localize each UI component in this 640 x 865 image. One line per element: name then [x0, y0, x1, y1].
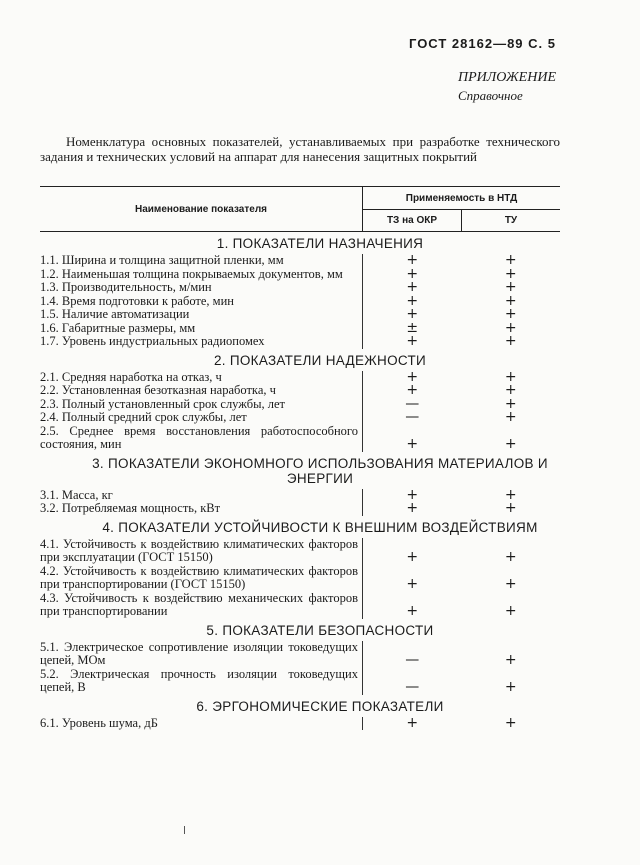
section-title: 6. ЭРГОНОМИЧЕСКИЕ ПОКАЗАТЕЛИ [196, 698, 444, 714]
tz-applicability: + [362, 254, 462, 268]
table-row [40, 368, 560, 385]
tu-applicability: + [504, 382, 517, 398]
indicator-name: 1.6. Габаритные размеры, мм [40, 320, 196, 335]
indicator-name: 5.2. Электрическая прочность изоляции токоведущих цепей, В [40, 666, 358, 694]
page-mark [184, 826, 185, 834]
intro-paragraph [40, 134, 560, 164]
tu-applicability: + [504, 252, 517, 268]
tz-applicability: + [362, 281, 462, 295]
tz-applicability: + [362, 538, 462, 565]
tz-applicability: + [362, 717, 462, 731]
table-header [40, 186, 560, 232]
tu-applicability: + [504, 549, 517, 565]
indicator-name: 1.7. Уровень индустриальных радиопомех [40, 334, 265, 348]
tz-applicability: + [362, 295, 462, 309]
indicator-name: 1.1. Ширина и толщина защитной пленки, мм [40, 253, 284, 267]
col-name-header: Наименование показателя [134, 203, 268, 215]
tu-applicability: + [504, 306, 517, 322]
appendix-label [458, 70, 556, 104]
table-row [40, 502, 560, 516]
indicator-name: 3.1. Масса, кг [40, 487, 113, 502]
indicator-name: 1.2. Наименьшая толщина покрываемых документов, мм [40, 266, 343, 281]
table-row [40, 254, 560, 268]
tu-applicability: + [504, 333, 517, 349]
table-row [40, 308, 560, 322]
indicator-name: 1.5. Наличие автоматизации [40, 307, 190, 321]
table-row [40, 384, 560, 398]
tz-applicability: + [362, 502, 462, 516]
table-row [40, 486, 560, 503]
indicator-name: 4.2. Устойчивость к воздействию климатических факторов при транспортировании (ГОСТ 15150) [40, 563, 358, 591]
indicator-name: 2.3. Полный установленный срок службы, лет [40, 396, 285, 411]
tz-applicability: — [362, 668, 462, 695]
intro-text: Номенклатура основных показателей, устанавливаемых при разработке технического задания и технических условий на аппарат для нанесения защитных покрытий [40, 134, 560, 164]
indicator-name: 2.4. Полный средний срок службы, лет [40, 410, 247, 424]
indicator-name: 1.3. Производительность, м/мин [40, 280, 212, 294]
tz-applicability: + [362, 489, 462, 503]
tz-applicability: — [362, 411, 462, 425]
indicator-name: 2.2. Установленная безотказная наработка, ч [40, 383, 276, 397]
tz-applicability: + [362, 384, 462, 398]
tz-applicability: + [362, 268, 462, 282]
tu-applicability: + [504, 265, 517, 282]
table-row [40, 281, 560, 295]
tu-applicability: + [504, 395, 517, 412]
applicability-label: Применяемость в НТД [363, 187, 560, 210]
tu-applicability: + [504, 368, 517, 385]
table-row [40, 668, 560, 695]
table-body [40, 232, 560, 730]
table-row [40, 292, 560, 309]
section-title: 3. ПОКАЗАТЕЛИ ЭКОНОМНОГО ИСПОЛЬЗОВАНИЯ МАТЕРИАЛОВ И ЭНЕРГИИ [92, 455, 548, 486]
appendix-title: ПРИЛОЖЕНИЕ [458, 70, 556, 85]
indicators-table [40, 186, 560, 730]
tu-applicability: + [504, 603, 517, 619]
indicator-name: 1.4. Время подготовки к работе, мин [40, 293, 234, 308]
tz-applicability: + [362, 592, 462, 619]
tu-applicability: + [504, 292, 517, 309]
table-row [40, 425, 560, 452]
col-applicability-header [362, 187, 560, 231]
indicator-name: 5.1. Электрическое сопротивление изоляции токоведущих цепей, МОм [40, 639, 358, 667]
tu-applicability: + [504, 486, 517, 503]
section-title: 5. ПОКАЗАТЕЛИ БЕЗОПАСНОСТИ [206, 622, 434, 638]
indicator-name: 4.3. Устойчивость к воздействию механических факторов при транспортировании [40, 590, 358, 618]
tz-applicability: + [362, 335, 462, 349]
indicator-name: 6.1. Уровень шума, дБ [40, 715, 158, 730]
tu-applicability: + [504, 319, 517, 336]
table-row [40, 538, 560, 565]
col-tz-header: ТЗ на ОКР [386, 215, 438, 226]
tz-applicability: — [362, 398, 462, 412]
tu-applicability: + [504, 652, 517, 668]
table-row [40, 641, 560, 668]
table-row [40, 319, 560, 336]
tz-applicability: — [362, 641, 462, 668]
indicator-name: 2.5. Среднее время восстановления работоспособного состояния, мин [40, 423, 358, 451]
section-title: 2. ПОКАЗАТЕЛИ НАДЕЖНОСТИ [213, 352, 427, 368]
section-title: 4. ПОКАЗАТЕЛИ УСТОЙЧИВОСТИ К ВНЕШНИМ ВОЗДЕЙСТВИЯМ [102, 519, 538, 535]
indicator-name: 3.2. Потребляемая мощность, кВт [40, 501, 221, 515]
table-row [40, 265, 560, 282]
col-tu-header: ТУ [461, 210, 560, 231]
tz-applicability: + [362, 308, 462, 322]
table-row [40, 714, 560, 731]
tu-applicability: + [504, 576, 517, 592]
tz-applicability: + [362, 371, 462, 385]
tu-applicability: + [504, 436, 517, 452]
table-row [40, 592, 560, 619]
tu-applicability: + [504, 714, 517, 731]
section-title: 1. ПОКАЗАТЕЛИ НАЗНАЧЕНИЯ [216, 236, 424, 251]
indicator-name: 2.1. Средняя наработка на отказ, ч [40, 369, 222, 384]
table-row [40, 565, 560, 592]
table-row [40, 395, 560, 412]
table-row [40, 411, 560, 425]
table-row [40, 335, 560, 349]
tu-applicability: + [504, 679, 517, 695]
tz-applicability: ± [362, 322, 462, 336]
indicator-name: 4.1. Устойчивость к воздействию климатических факторов при эксплуатации (ГОСТ 15150) [40, 536, 358, 564]
page-header: ГОСТ 28162—89 С. 5 [409, 36, 556, 51]
tz-applicability: + [362, 425, 462, 452]
tu-applicability: + [504, 500, 517, 516]
tu-applicability: + [504, 279, 517, 295]
tz-applicability: + [362, 565, 462, 592]
appendix-subtitle: Справочное [458, 88, 523, 103]
tu-applicability: + [504, 409, 517, 425]
